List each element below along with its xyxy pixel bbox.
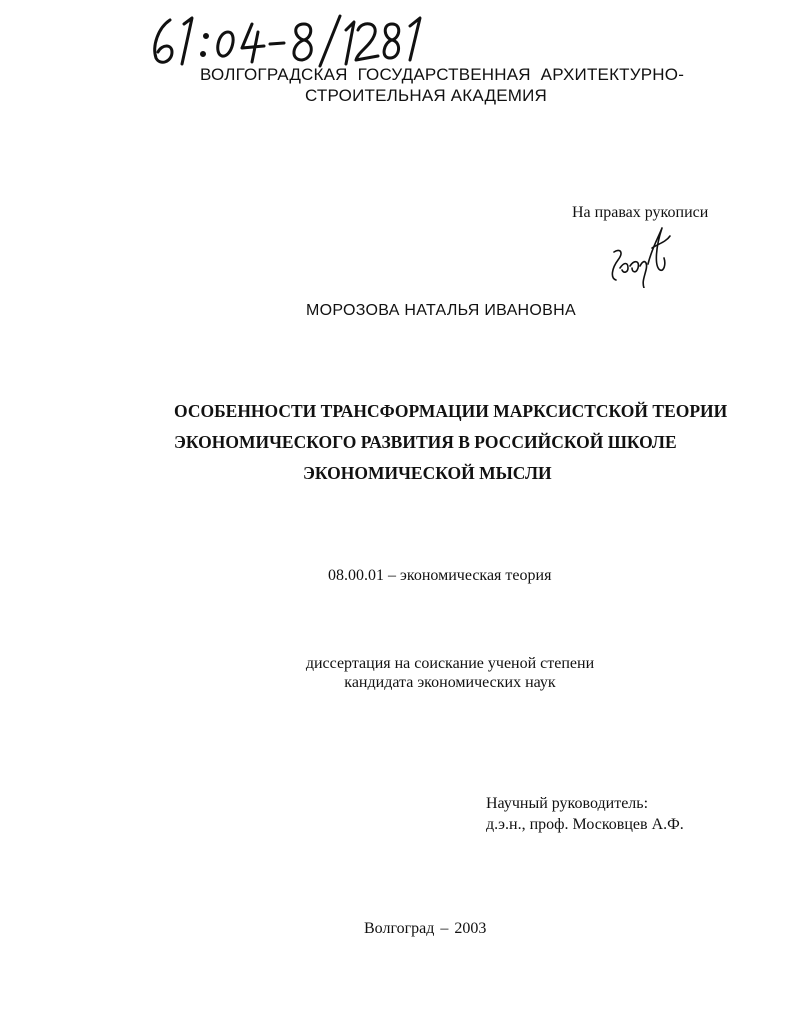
- institution-name: [150, 64, 750, 106]
- manuscript-rights-note: На правах рукописи: [572, 204, 709, 221]
- title-line-2: ЭКОНОМИЧЕСКОГО РАЗВИТИЯ В РОССИЙСКОЙ ШКОЛЕ: [174, 432, 677, 452]
- title-line-1: ОСОБЕННОСТИ ТРАНСФОРМАЦИИ МАРКСИСТСКОЙ ТЕОРИИ: [174, 401, 728, 421]
- title-line-3: ЭКОНОМИЧЕСКОЙ МЫСЛИ: [303, 463, 552, 483]
- dissertation-title: [150, 396, 750, 489]
- institution-line-1: ВОЛГОГРАДСКАЯ ГОСУДАРСТВЕННАЯ АРХИТЕКТУРНО-: [200, 65, 685, 84]
- author-name: МОРОЗОВА НАТАЛЬЯ ИВАНОВНА: [306, 302, 576, 319]
- degree-line-2: кандидата экономических наук: [344, 674, 556, 691]
- city-year: Волгоград – 2003: [364, 920, 487, 937]
- supervisor-label: Научный руководитель:: [486, 795, 649, 812]
- institution-line-2: СТРОИТЕЛЬНАЯ АКАДЕМИЯ: [305, 86, 548, 105]
- supervisor-name: д.э.н., проф. Московцев А.Ф.: [486, 816, 684, 833]
- author-signature: [600, 218, 675, 288]
- supervisor-block: [486, 793, 684, 835]
- specialty-code: 08.00.01 – экономическая теория: [328, 567, 552, 584]
- degree-line-1: диссертация на соискание ученой степени: [305, 655, 595, 672]
- handwritten-catalog-number: [148, 10, 428, 68]
- degree-statement: [290, 654, 610, 692]
